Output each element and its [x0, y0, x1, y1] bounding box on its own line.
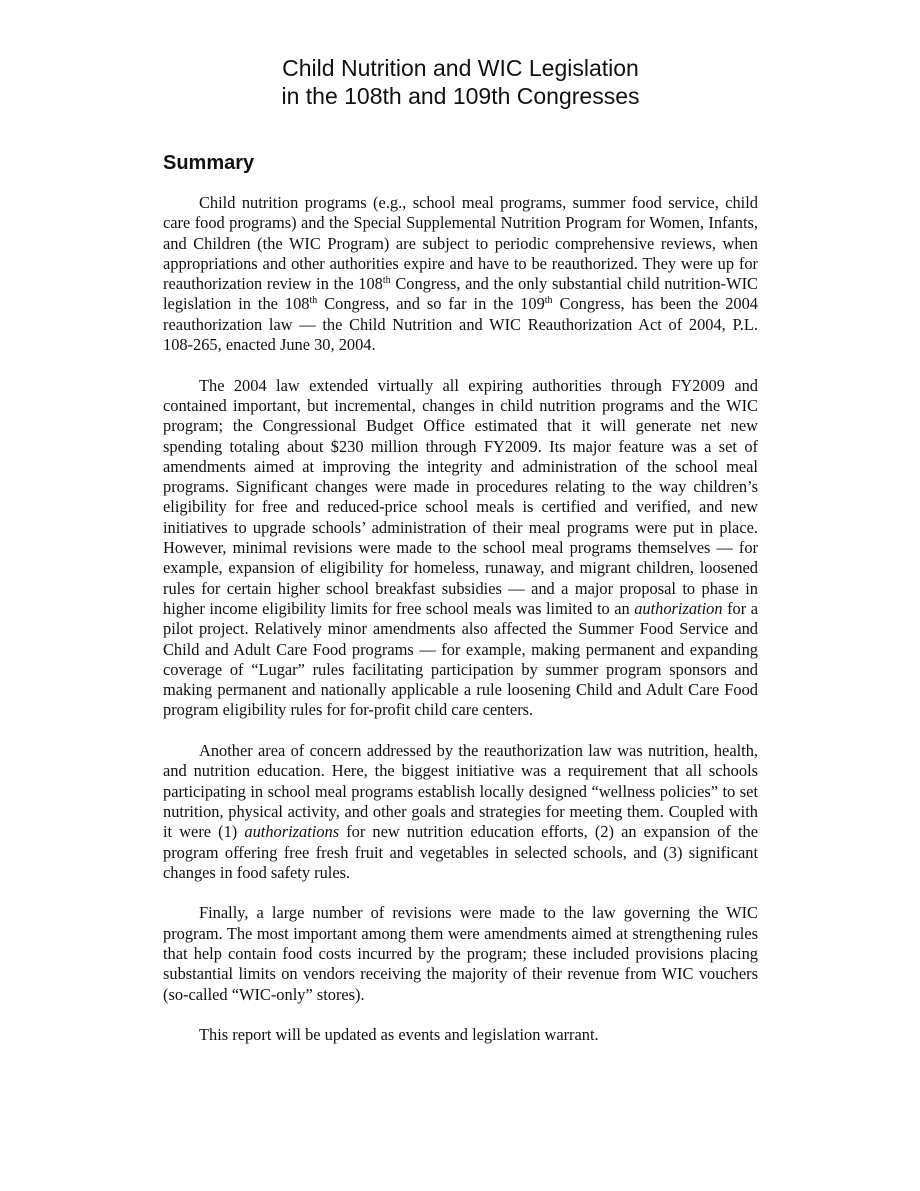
section-heading-summary: Summary [163, 152, 255, 174]
summary-paragraph-5: This report will be updated as events and legislation warrant. [199, 1025, 599, 1045]
summary-paragraph-2: The 2004 law extended virtually all expiring authorities through FY2009 and contained important, but incremental, changes in child nutrition programs and the WIC program; the Congressional Budget Office estimated that it will generate net new spending totaling about $230 million through FY2009. Its major feature was a set of amendments aimed at improving the integrity and administration of the school meal programs. Significant changes were made in procedures relating to the way children’s eligibility for free and reduced-price school meals is certified and verified, and new initiatives to upgrade schools’ administration of their meal programs were put in place. However, minimal revisions were made to the school meal programs themselves — for example, expansion of eligibility for homeless, runaway, and migrant children, loosened rules for certain higher school breakfast subsidies — and a major proposal to phase in higher income eligibility limits for free school meals was limited to an authorization for a pilot project. Relatively minor amendments also affected the Summer Food Service and Child and Adult Care Food programs — for example, making permanent and expanding coverage of “Lugar” rules facilitating participation by summer program sponsors and making permanent and nationally applicable a rule loosening Child and Adult Care Food program eligibility rules for for-profit child care centers. [163, 375, 758, 720]
title-line-1: Child Nutrition and WIC Legislation [282, 55, 639, 81]
summary-paragraph-1: Child nutrition programs (e.g., school meal programs, summer food service, child care food programs) and the Special Supplemental Nutrition Program for Women, Infants, and Children (the WIC Program) are subject to periodic comprehensive reviews, when appropriations and other authorities expire and have to be reauthorized. They were up for reauthorization review in the 108th Congress, and the only substantial child nutrition-WIC legislation in the 108th Congress, and so far in the 109th Congress, has been the 2004 reauthorization law — the Child Nutrition and WIC Reauthorization Act of 2004, P.L. 108-265, enacted June 30, 2004. [163, 193, 758, 355]
document-page [163, 0, 758, 1066]
summary-body [163, 193, 758, 1045]
superscript-th: th [544, 295, 553, 307]
title-line-2: in the 108th and 109th Congresses [281, 83, 640, 109]
superscript-th: th [382, 275, 391, 287]
emphasis-authorizations: authorizations [244, 822, 340, 842]
summary-paragraph-4: Finally, a large number of revisions were made to the law governing the WIC program. The most important among them were amendments aimed at strengthening rules that help contain food costs incurred by the program; these included provisions placing substantial limits on vendors receiving the majority of their revenue from WIC vouchers (so-called “WIC-only” stores). [163, 903, 758, 1004]
summary-paragraph-3: Another area of concern addressed by the reauthorization law was nutrition, health, and nutrition education. Here, the biggest initiative was a requirement that all schools participating in school meal programs establish locally designed “wellness policies” to set nutrition, physical activity, and other goals and strategies for meeting them. Coupled with it were (1) authorizations for new nutrition education efforts, (2) an expansion of the program offering free fresh fruit and vegetables in selected schools, and (3) significant changes in food safety rules. [163, 741, 758, 882]
document-title [163, 54, 758, 110]
emphasis-authorization: authorization [634, 598, 723, 618]
superscript-th: th [309, 295, 318, 307]
